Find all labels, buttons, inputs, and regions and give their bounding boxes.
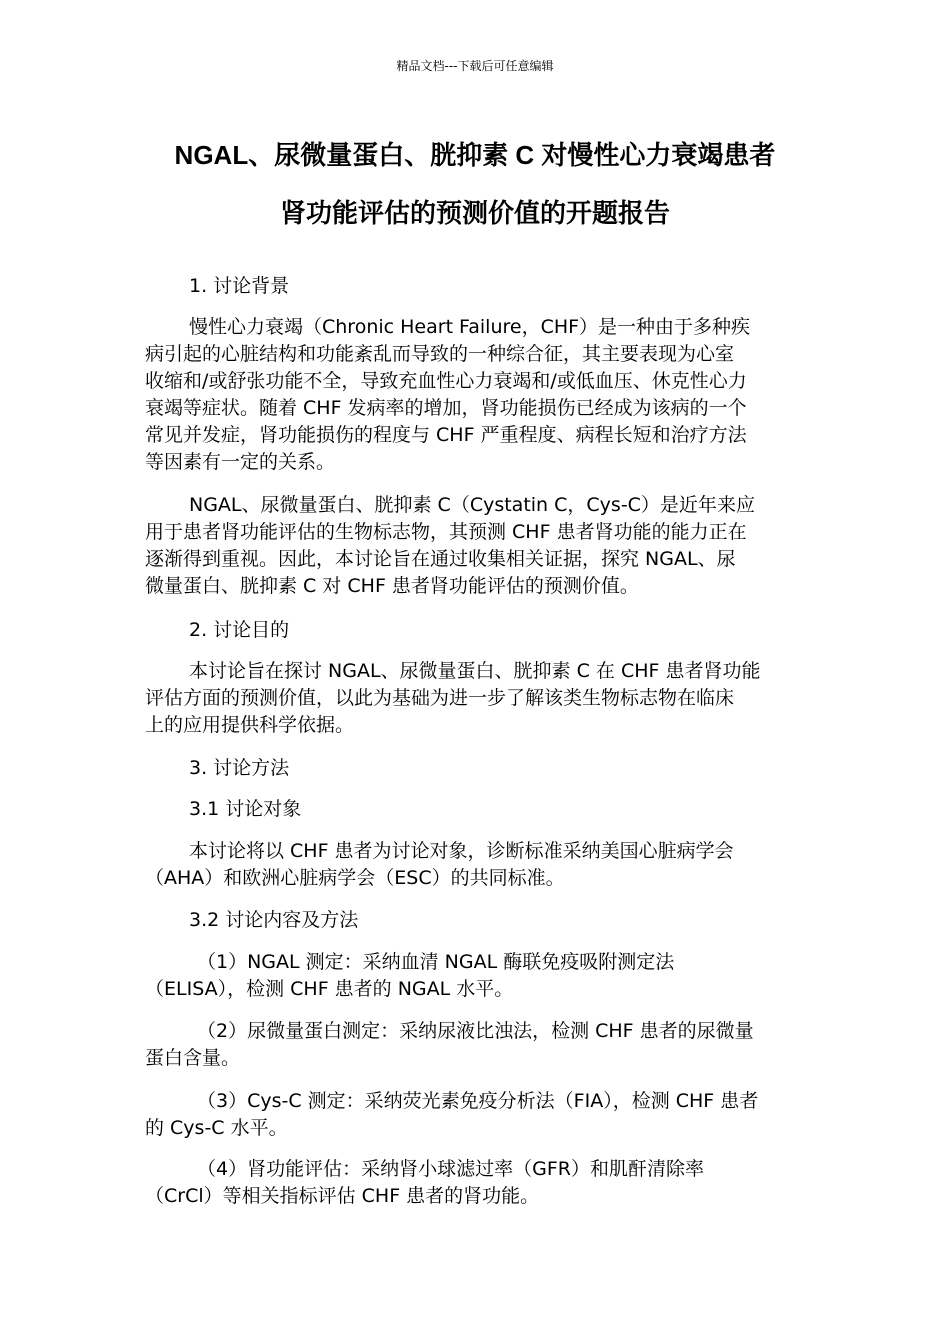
list-item-renal-function <box>145 1156 807 1210</box>
subsection-heading-content <box>145 907 807 934</box>
section-heading-methods <box>145 755 807 782</box>
section-heading-purpose <box>145 617 807 644</box>
paragraph-line: （AHA）和欧洲心脏病学会（ESC）的共同标准。 <box>145 867 565 889</box>
paragraph-line: 评估方面的预测价值，以此为基础为进一步了解该类生物标志物在临床 <box>145 687 735 709</box>
paragraph-background <box>145 314 807 476</box>
paragraph-line: 用于患者肾功能评估的生物标志物，其预测 CHF 患者肾功能的能力正在 <box>145 521 747 543</box>
paragraph-line: 等因素有一定的关系。 <box>145 451 336 473</box>
paragraph-line: 收缩和/或舒张功能不全，导致充血性心力衰竭和/或低血压、休克性心力 <box>145 370 747 392</box>
paragraph-line: NGAL、尿微量蛋白、胱抑素 C（Cystatin C，Cys-C）是近年来应 <box>189 494 755 516</box>
paragraph-line: 衰竭等症状。随着 CHF 发病率的增加，肾功能损伤已经成为该病的一个 <box>145 397 747 419</box>
list-item-line: （4）肾功能评估：采纳肾小球滤过率（GFR）和肌酐清除率 <box>197 1158 704 1180</box>
list-item-cys-c <box>145 1088 807 1142</box>
section-heading-text: 1. 讨论背景 <box>189 275 290 297</box>
section-heading-text: 3. 讨论方法 <box>189 757 290 779</box>
list-item-urine-protein <box>145 1018 807 1072</box>
paragraph-line: 病引起的心脏结构和功能紊乱而导致的一种综合征，其主要表现为心室 <box>145 343 735 365</box>
page-header-note: 精品文档---下载后可任意编辑 <box>396 59 554 73</box>
list-item-ngal <box>145 949 807 1003</box>
paragraph-subjects <box>145 838 807 892</box>
list-item-line: （2）尿微量蛋白测定：采纳尿液比浊法，检测 CHF 患者的尿微量 <box>197 1020 754 1042</box>
list-item-line: （3）Cys-C 测定：采纳荧光素免疫分析法（FIA），检测 CHF 患者 <box>197 1090 759 1112</box>
paragraph-purpose <box>145 658 807 739</box>
subsection-heading-text: 3.2 讨论内容及方法 <box>189 909 359 931</box>
paragraph-line: 微量蛋白、胱抑素 C 对 CHF 患者肾功能评估的预测价值。 <box>145 575 639 597</box>
list-item-line: （1）NGAL 测定：采纳血清 NGAL 酶联免疫吸附测定法 <box>197 951 675 973</box>
section-heading-text: 2. 讨论目的 <box>189 619 290 641</box>
paragraph-significance <box>145 492 807 600</box>
paragraph-line: 常见并发症，肾功能损伤的程度与 CHF 严重程度、病程长短和治疗方法 <box>145 424 747 446</box>
list-item-line: 蛋白含量。 <box>145 1047 241 1069</box>
list-item-line: 的 Cys-C 水平。 <box>145 1117 288 1139</box>
paragraph-line: 慢性心力衰竭（Chronic Heart Failure，CHF）是一种由于多种疾 <box>189 316 751 338</box>
document-title-line-2: 肾功能评估的预测价值的开题报告 <box>279 198 670 228</box>
paragraph-line: 逐渐得到重视。因此，本讨论旨在通过收集相关证据，探究 NGAL、尿 <box>145 548 736 570</box>
paragraph-line: 本讨论旨在探讨 NGAL、尿微量蛋白、胱抑素 C 在 CHF 患者肾功能 <box>189 660 761 682</box>
subsection-heading-subjects <box>145 796 807 823</box>
subsection-heading-text: 3.1 讨论对象 <box>189 798 302 820</box>
section-heading-background <box>145 273 807 300</box>
list-item-line: （ELISA），检测 CHF 患者的 NGAL 水平。 <box>145 978 514 1000</box>
list-item-line: （CrCl）等相关指标评估 CHF 患者的肾功能。 <box>145 1185 540 1207</box>
paragraph-line: 本讨论将以 CHF 患者为讨论对象，诊断标准采纳美国心脏病学会 <box>189 840 734 862</box>
document-title-line-1: NGAL、尿微量蛋白、胱抑素 C 对慢性心力衰竭患者 <box>174 140 776 170</box>
paragraph-line: 上的应用提供科学依据。 <box>145 714 355 736</box>
